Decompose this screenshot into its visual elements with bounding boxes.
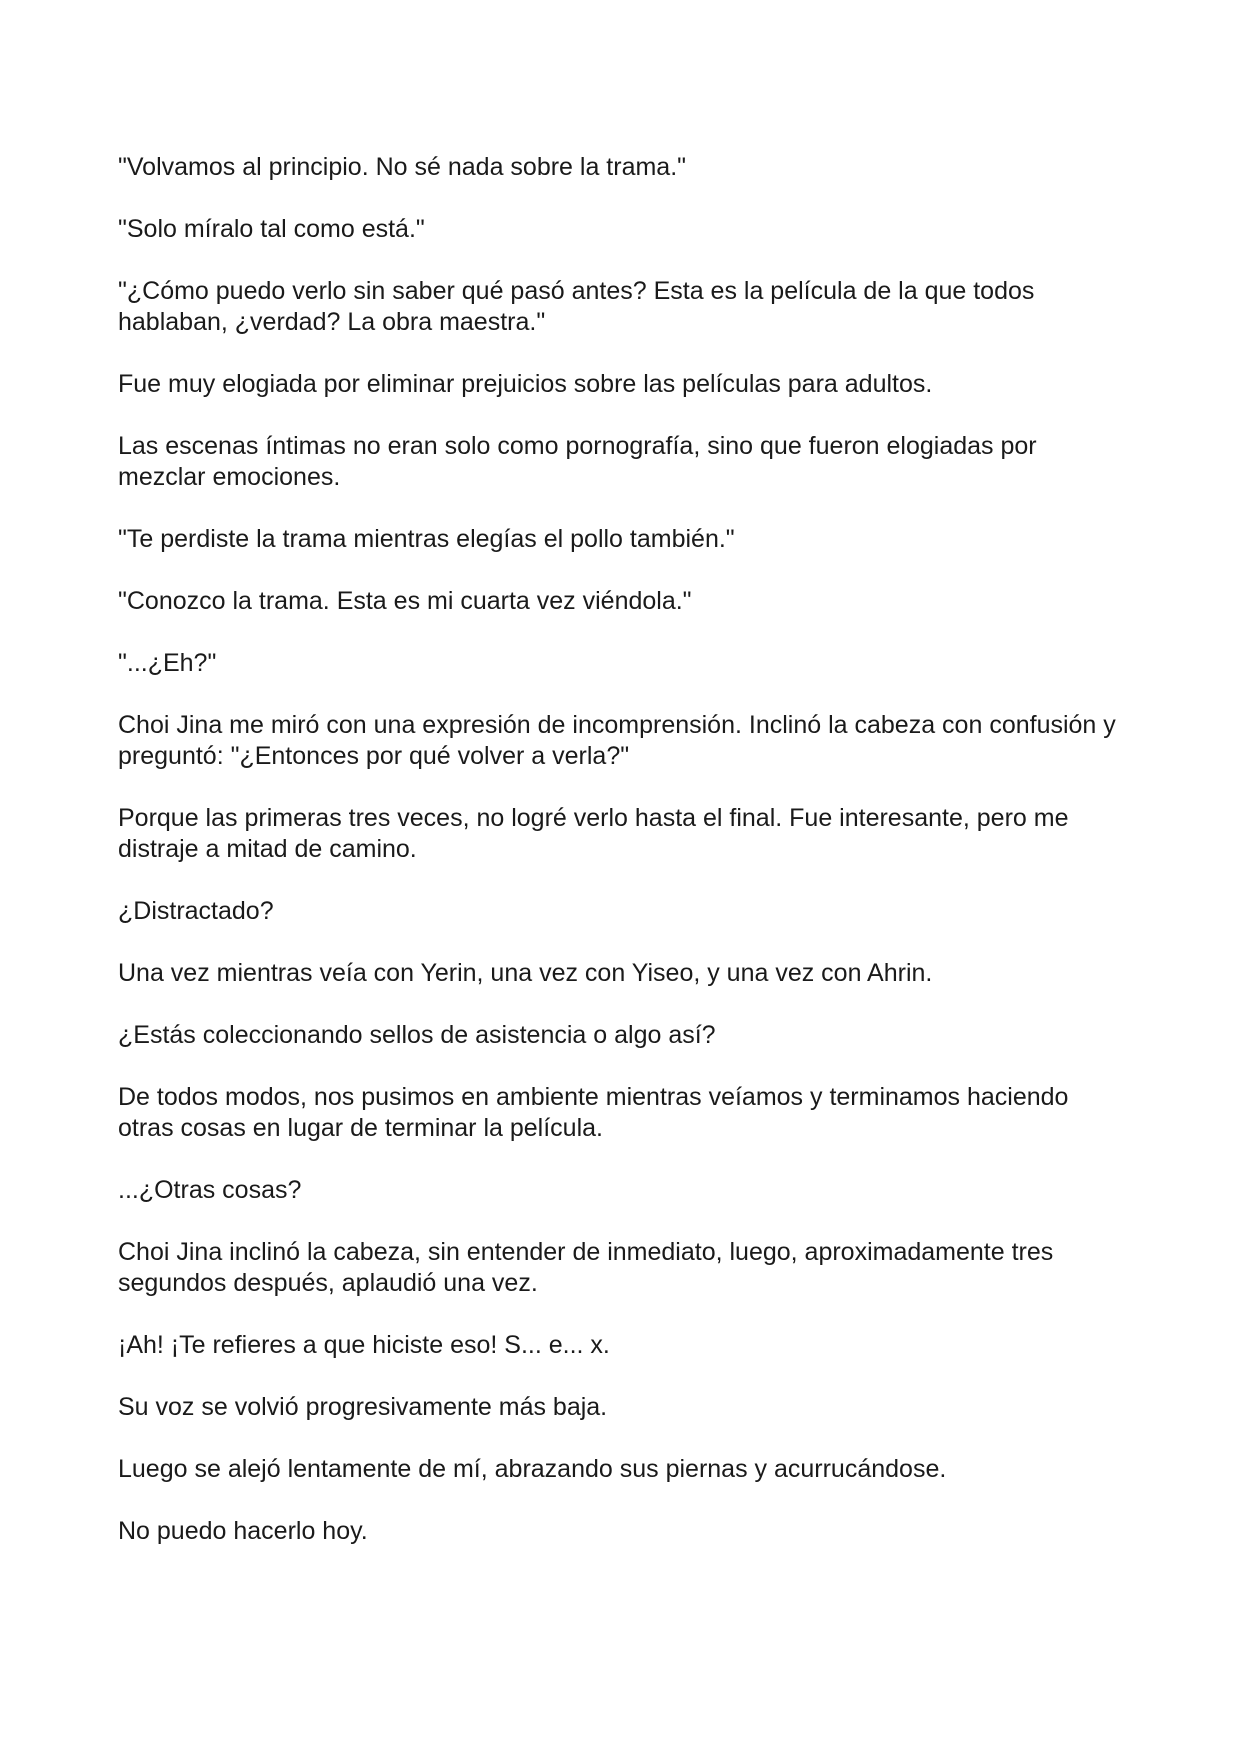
paragraph-10: Porque las primeras tres veces, no logré verlo hasta el final. Fue interesante, pero me distraje a mitad de camino. <box>118 804 1069 863</box>
paragraph-15: ...¿Otras cosas? <box>118 1176 302 1204</box>
paragraph-12: Una vez mientras veía con Yerin, una vez con Yiseo, y una vez con Ahrin. <box>118 959 933 987</box>
paragraph-17: ¡Ah! ¡Te refieres a que hiciste eso! S... e... x. <box>118 1331 610 1359</box>
paragraph-19: Luego se alejó lentamente de mí, abrazando sus piernas y acurrucándose. <box>118 1455 947 1483</box>
paragraph-14: De todos modos, nos pusimos en ambiente mientras veíamos y terminamos haciendo otras cosas en lugar de terminar la película. <box>118 1083 1069 1142</box>
paragraph-5: Las escenas íntimas no eran solo como pornografía, sino que fueron elogiadas por mezclar emociones. <box>118 432 1037 491</box>
paragraph-18: Su voz se volvió progresivamente más baja. <box>118 1393 608 1421</box>
paragraph-2: "Solo míralo tal como está." <box>118 215 425 243</box>
paragraph-7: "Conozco la trama. Esta es mi cuarta vez viéndola." <box>118 587 692 615</box>
paragraph-6: "Te perdiste la trama mientras elegías el pollo también." <box>118 525 735 553</box>
paragraph-13: ¿Estás coleccionando sellos de asistencia o algo así? <box>118 1021 716 1049</box>
document-body <box>118 152 1128 1578</box>
paragraph-4: Fue muy elogiada por eliminar prejuicios sobre las películas para adultos. <box>118 370 933 398</box>
paragraph-8: "...¿Eh?" <box>118 649 217 677</box>
paragraph-16: Choi Jina inclinó la cabeza, sin entender de inmediato, luego, aproximadamente tres segundos después, aplaudió una vez. <box>118 1238 1054 1297</box>
paragraph-1: "Volvamos al principio. No sé nada sobre la trama." <box>118 153 687 181</box>
paragraph-9: Choi Jina me miró con una expresión de incomprensión. Inclinó la cabeza con confusión y preguntó: "¿Entonces por qué volver a verla?" <box>118 711 1116 770</box>
paragraph-3: "¿Cómo puedo verlo sin saber qué pasó antes? Esta es la película de la que todos hablaban, ¿verdad? La obra maestra." <box>118 277 1035 336</box>
paragraph-11: ¿Distractado? <box>118 897 274 925</box>
paragraph-20: No puedo hacerlo hoy. <box>118 1517 368 1545</box>
